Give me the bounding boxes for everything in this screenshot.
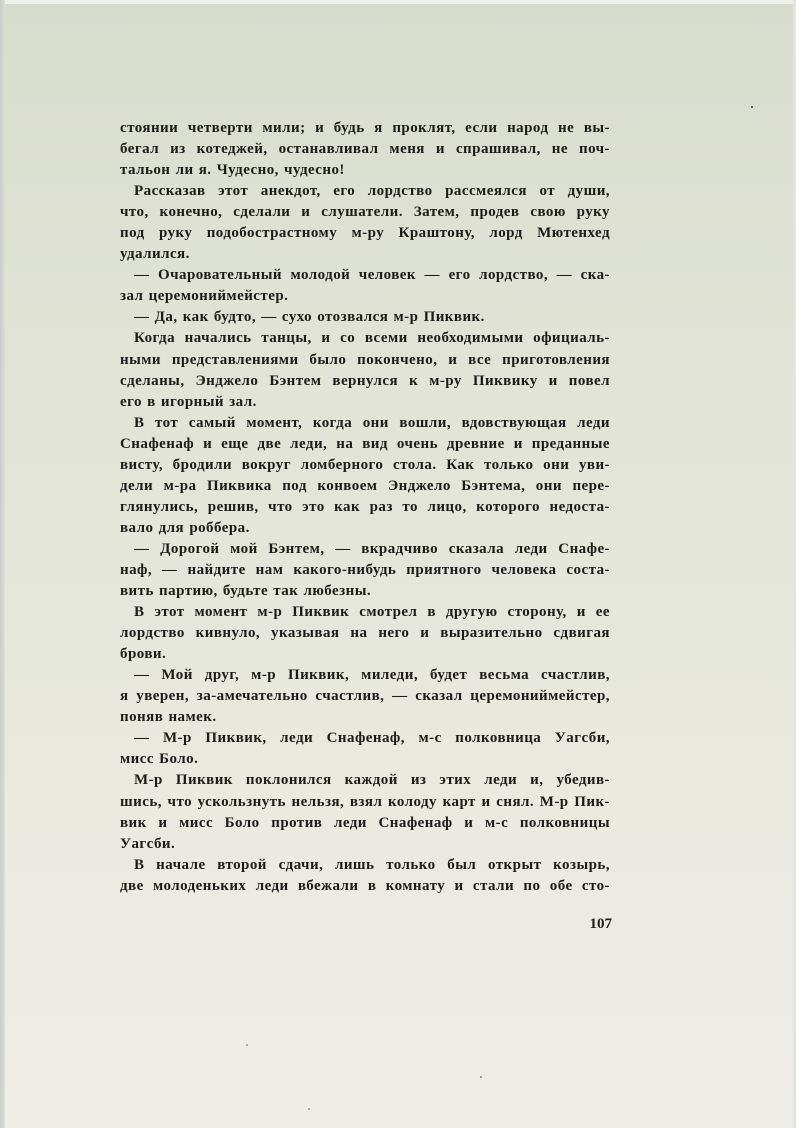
text-line: Рассказав этот анекдот, его лордство рассмеялся от души, <box>134 183 610 200</box>
text-line: вить партию, будьте так любезны. <box>120 583 372 600</box>
text-line: В тот самый момент, когда они вошли, вдовствующая леди <box>134 414 610 431</box>
text-line: дели м-ра Пиквика под конвоем Энджело Бэнтема, они пере- <box>120 477 610 494</box>
text-line: наф, — найдите нам какого-нибудь приятного человека соста- <box>120 561 610 578</box>
page-body-text <box>120 118 610 897</box>
text-line: его в игорный зал. <box>120 393 257 410</box>
text-line: В начале второй сдачи, лишь только был открыт козырь, <box>134 856 610 873</box>
text-line: лордство кивнуло, указывая на него и выразительно сдвигая <box>120 625 610 642</box>
paper-speck <box>308 1108 310 1110</box>
text-line: — Дорогой мой Бэнтем, — вкрадчиво сказала леди Снафе- <box>134 540 610 557</box>
text-line: шись, что ускользнуть нельзя, взял колоду карт и снял. М-р Пик- <box>120 793 610 810</box>
text-line: поняв намек. <box>120 709 217 726</box>
text-line: — Да, как будто, — сухо отозвался м-р Пиквик. <box>134 309 485 326</box>
scan-top-edge <box>0 0 796 4</box>
paper-speck <box>751 106 753 108</box>
text-line: Когда начались танцы, и со всеми необходимыми официаль- <box>134 330 610 347</box>
text-line: тальон ли я. Чудесно, чудесно! <box>120 162 345 179</box>
text-line: сделаны, Энджело Бэнтем вернулся к м-ру Пиквику и повел <box>120 372 610 389</box>
text-line: В этот момент м-р Пиквик смотрел в другую сторону, и ее <box>134 604 610 621</box>
text-line: я уверен, за-амечательно счастлив, — сказал церемониймейстер, <box>120 688 610 705</box>
text-line: стоянии четверти мили; и будь я проклят, если народ не вы- <box>120 120 610 136</box>
text-line: что, конечно, сделали и слушатели. Затем, продев свою руку <box>120 204 610 221</box>
text-line: — М-р Пиквик, леди Снафенаф, м-с полковница Уагсби, <box>134 730 610 747</box>
paper-speck <box>480 1076 482 1078</box>
text-line: бегал из котеджей, останавливал меня и спрашивал, не поч- <box>120 141 610 158</box>
text-line: висту, бродили вокруг ломберного стола. Как только они уви- <box>120 456 610 473</box>
text-line: мисс Боло. <box>120 751 199 768</box>
text-line: под руку подобострастному м-ру Краштону, лорд Мютенхед <box>120 225 610 242</box>
text-line: ными представлениями было покончено, и все приготовления <box>120 351 610 368</box>
text-line: глянулись, решив, что это как раз то лицо, которого недоста- <box>120 498 610 515</box>
text-line: М-р Пиквик поклонился каждой из этих леди и, убедив- <box>134 772 610 789</box>
text-line: Уагсби. <box>120 835 176 852</box>
text-line: две молоденьких леди вбежали в комнату и стали по обе сто- <box>120 877 610 894</box>
text-line: вик и мисс Боло против леди Снафенаф и м-с полковницы <box>120 814 610 831</box>
text-line: удалился. <box>120 246 190 263</box>
scan-left-edge <box>0 0 5 1128</box>
page-number: 107 <box>589 916 612 932</box>
paper-speck <box>246 1044 248 1046</box>
text-line: — Очаровательный молодой человек — его лордство, — ска- <box>134 267 610 284</box>
text-line: брови. <box>120 646 167 663</box>
text-line: вало для роббера. <box>120 519 250 536</box>
text-line: Снафенаф и еще две леди, на вид очень древние и преданные <box>120 435 610 452</box>
text-line: зал церемониймейстер. <box>120 288 289 305</box>
text-line: — Мой друг, м-р Пиквик, миледи, будет весьма счастлив, <box>134 667 610 684</box>
